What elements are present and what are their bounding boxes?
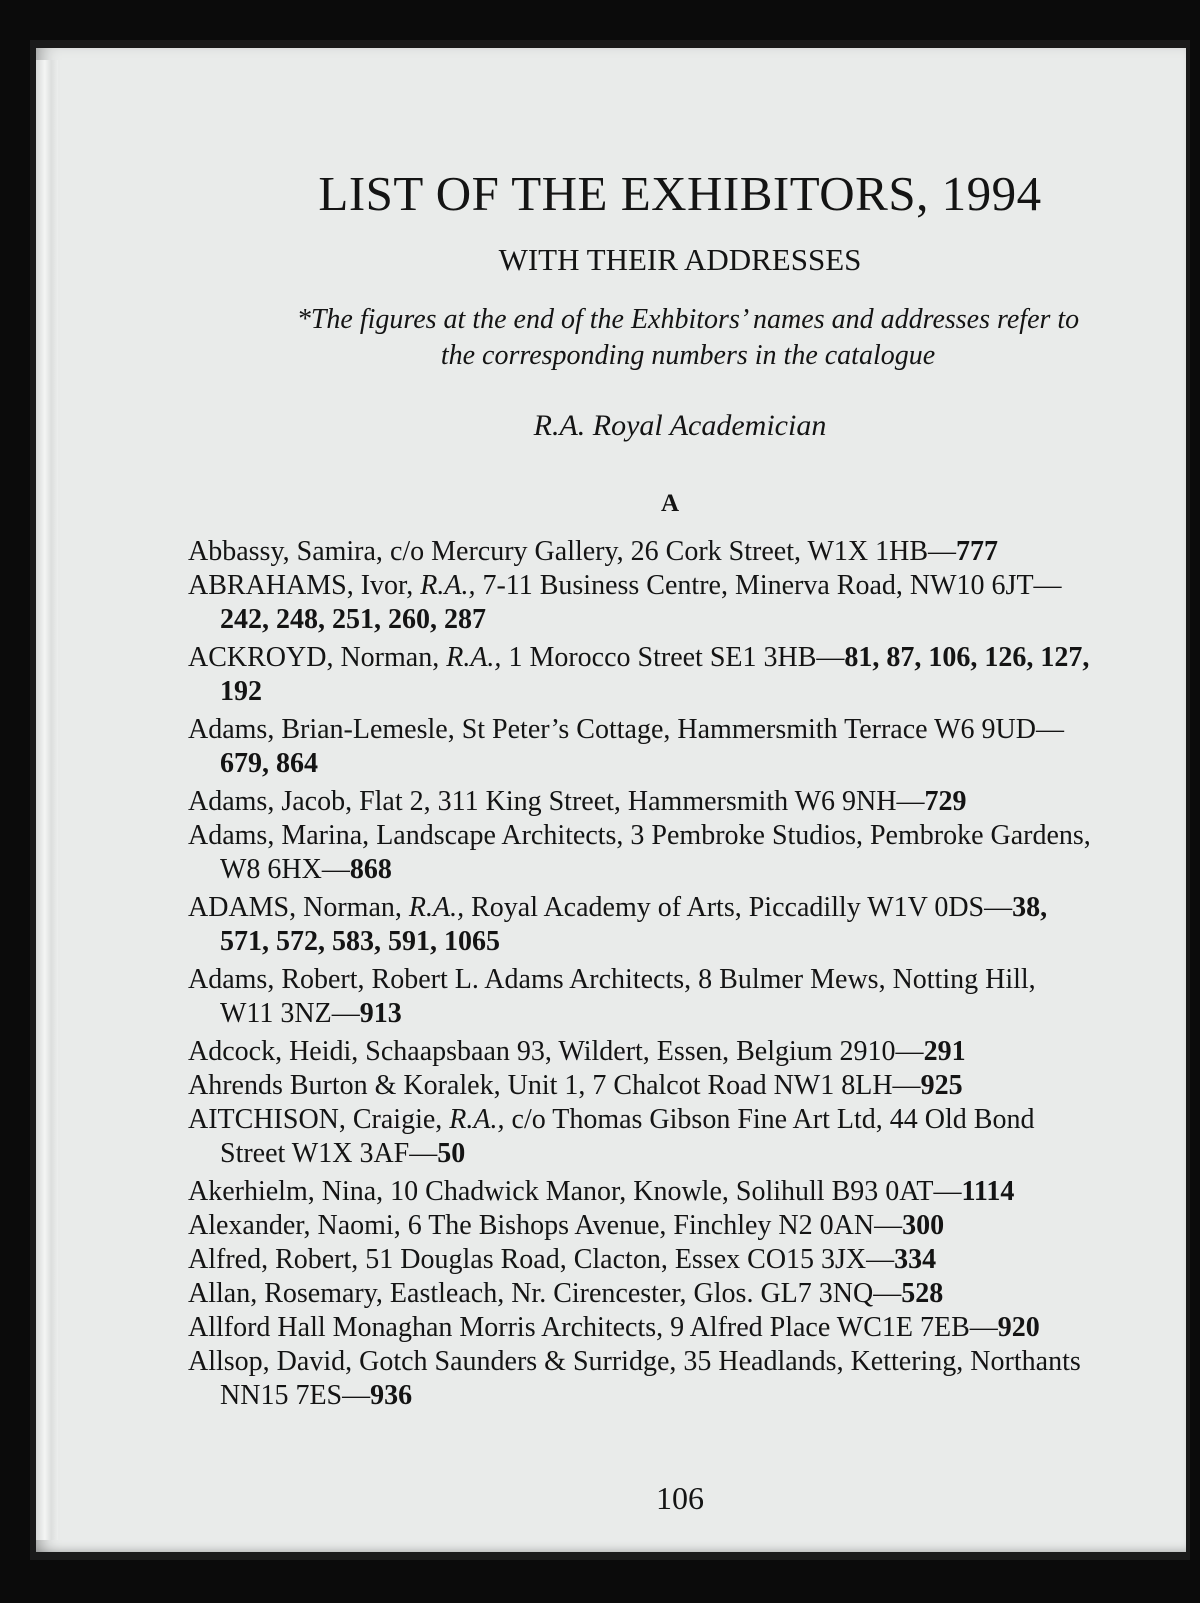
page-number: 106	[656, 1480, 704, 1516]
entry-continuation	[188, 925, 1178, 959]
exhibitor-entry	[188, 1069, 1178, 1103]
exhibitor-address: Robert L. Adams Architects, 8 Bulmer Mews, Notting Hill,	[364, 964, 1036, 995]
catalogue-numbers: 291	[923, 1036, 966, 1067]
exhibitor-name: ABRAHAMS, Ivor,	[188, 570, 414, 601]
exhibitor-address-continued: Street W1X 3AF—	[220, 1138, 438, 1169]
exhibitor-name: Allford Hall Monaghan Morris Architects,	[188, 1312, 664, 1343]
catalogue-numbers-continued: 192	[220, 676, 262, 707]
exhibitor-entry	[188, 819, 1178, 887]
exhibitor-entry	[188, 963, 1178, 1031]
page-subtitle: WITH THEIR ADDRESSES	[498, 242, 862, 277]
catalogue-numbers-continued: 868	[349, 854, 392, 885]
ra-abbreviation-key: R.A. Royal Academician	[533, 409, 827, 442]
exhibitor-entry	[188, 713, 1178, 781]
exhibitor-entry	[188, 1311, 1178, 1345]
exhibitor-list	[188, 535, 1178, 1413]
entry-continuation	[188, 747, 1178, 781]
exhibitor-address-continued: NN15 7ES—	[220, 1380, 371, 1411]
exhibitor-name: Alfred, Robert,	[188, 1244, 359, 1275]
exhibitor-address: 51 Douglas Road, Clacton, Essex CO15 3JX—	[358, 1244, 895, 1275]
exhibitor-address: Gotch Saunders & Surridge, 35 Headlands, Kettering, Northants	[352, 1346, 1081, 1377]
entry-continuation	[188, 675, 1178, 709]
exhibitor-entry	[188, 641, 1178, 709]
ra-designation: R.A.,	[449, 1104, 505, 1135]
catalogue-numbers: 729	[924, 786, 967, 817]
ra-designation: R.A.,	[408, 892, 465, 923]
exhibitor-name: ADAMS, Norman,	[188, 892, 402, 923]
exhibitor-address: Unit 1, 7 Chalcot Road NW1 8LH—	[500, 1070, 921, 1101]
exhibitor-name: AITCHISON, Craigie,	[188, 1104, 443, 1135]
catalogue-note	[218, 302, 1158, 374]
exhibitor-entry	[188, 1277, 1178, 1311]
exhibitor-entry	[188, 535, 1178, 569]
catalogue-note-line-2: the corresponding numbers in the catalogue	[440, 340, 936, 371]
exhibitor-address: 9 Alfred Place WC1E 7EB—	[663, 1312, 998, 1343]
entry-continuation	[188, 853, 1178, 887]
exhibitor-entry	[188, 569, 1178, 637]
exhibitor-entry	[188, 1345, 1178, 1413]
catalogue-numbers: 1114	[961, 1176, 1015, 1207]
catalogue-numbers: 920	[997, 1312, 1040, 1343]
exhibitor-name: Akerhielm, Nina,	[188, 1176, 384, 1207]
exhibitor-address: 1 Morocco Street SE1 3HB—	[501, 642, 845, 673]
exhibitor-address: 6 The Bishops Avenue, Finchley N2 0AN—	[400, 1210, 903, 1241]
catalogue-numbers: 528	[901, 1278, 944, 1309]
exhibitor-address: Schaapsbaan 93, Wildert, Essen, Belgium 2910—	[358, 1036, 924, 1067]
entry-continuation	[188, 997, 1178, 1031]
catalogue-numbers-continued: 913	[359, 998, 402, 1029]
exhibitor-entry	[188, 1209, 1178, 1243]
catalogue-numbers: 777	[956, 536, 999, 567]
catalogue-numbers: 38,	[1012, 892, 1048, 923]
exhibitor-address: 7-11 Business Centre, Minerva Road, NW10 6JT—	[475, 570, 1062, 601]
exhibitor-name: Abbassy, Samira,	[188, 536, 383, 567]
exhibitor-entry	[188, 785, 1178, 819]
catalogue-note-line-1: *The figures at the end of the Exhbitors’ names and addresses refer to	[296, 304, 1080, 335]
page-title: LIST OF THE EXHIBITORS, 1994	[318, 166, 1042, 221]
exhibitor-address: Eastleach, Nr. Cirencester, Glos. GL7 3NQ—	[382, 1278, 902, 1309]
entry-continuation	[188, 603, 1178, 637]
exhibitor-entry	[188, 1035, 1178, 1069]
exhibitor-entry	[188, 1243, 1178, 1277]
exhibitor-address: 10 Chadwick Manor, Knowle, Solihull B93 0AT—	[383, 1176, 962, 1207]
catalogue-numbers-continued: 50	[437, 1138, 466, 1169]
exhibitor-address: Landscape Architects, 3 Pembroke Studios, Pembroke Gardens,	[369, 820, 1091, 851]
catalogue-numbers-continued: 571, 572, 583, 591, 1065	[220, 926, 500, 957]
exhibitor-name: Allsop, David,	[188, 1346, 353, 1377]
exhibitor-name: Adams, Brian-Lemesle,	[188, 714, 455, 745]
exhibitor-name: Adams, Jacob,	[188, 786, 353, 817]
exhibitor-address-continued: W11 3NZ—	[220, 998, 360, 1029]
ra-designation: R.A.,	[420, 570, 476, 601]
catalogue-numbers: 300	[902, 1210, 945, 1241]
exhibitor-name: Adcock, Heidi,	[188, 1036, 359, 1067]
exhibitor-address: St Peter’s Cottage, Hammersmith Terrace W6 9UD—	[454, 714, 1064, 745]
catalogue-numbers-continued: 936	[370, 1380, 413, 1411]
exhibitor-name: ACKROYD, Norman,	[188, 642, 440, 673]
exhibitor-name: Alexander, Naomi,	[188, 1210, 401, 1241]
catalogue-numbers-continued: 242, 248, 251, 260, 287	[220, 604, 486, 635]
exhibitor-name: Ahrends Burton & Koralek,	[188, 1070, 501, 1101]
exhibitor-address: Royal Academy of Arts, Piccadilly W1V 0DS—	[464, 892, 1013, 923]
catalogue-numbers-continued: 679, 864	[220, 748, 318, 779]
catalogue-numbers: 81, 87, 106, 126, 127,	[844, 642, 1090, 673]
section-letter: A	[660, 490, 680, 517]
exhibitor-address: Flat 2, 311 King Street, Hammersmith W6 9NH—	[352, 786, 925, 817]
exhibitor-name: Adams, Marina,	[188, 820, 370, 851]
exhibitor-address: c/o Thomas Gibson Fine Art Ltd, 44 Old Bond	[504, 1104, 1035, 1135]
exhibitor-name: Allan, Rosemary,	[188, 1278, 383, 1309]
entry-continuation	[188, 1379, 1178, 1413]
exhibitor-entry	[188, 891, 1178, 959]
exhibitor-entry	[188, 1175, 1178, 1209]
exhibitor-name: Adams, Robert,	[188, 964, 365, 995]
entry-continuation	[188, 1137, 1178, 1171]
exhibitor-address-continued: W8 6HX—	[220, 854, 350, 885]
ra-designation: R.A.,	[446, 642, 502, 673]
catalogue-numbers: 925	[920, 1070, 963, 1101]
catalogue-numbers: 334	[894, 1244, 937, 1275]
exhibitor-entry	[188, 1103, 1178, 1171]
exhibitor-address: c/o Mercury Gallery, 26 Cork Street, W1X 1HB—	[382, 536, 957, 567]
